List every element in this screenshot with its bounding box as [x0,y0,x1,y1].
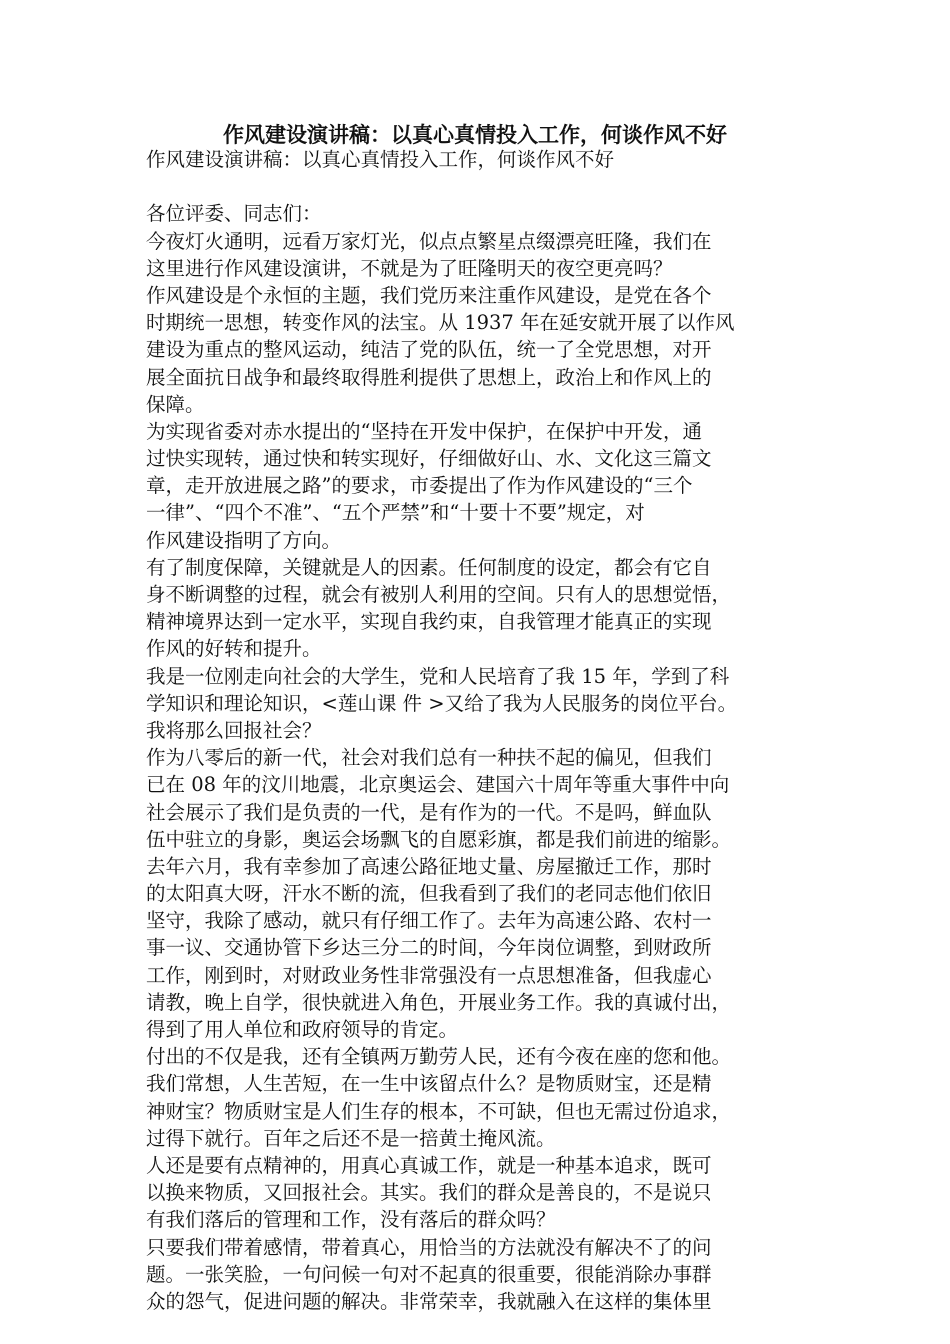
text-line: 去年六月，我有幸参加了高速公路征地丈量、房屋撤迁工作，那时 [146,854,712,878]
document-title: 作风建设演讲稿：以真心真情投入工作，何谈作风不好 [223,123,727,147]
text-line: 精神境界达到一定水平，实现自我约束，自我管理才能真正的实现 [146,610,712,634]
text-line: 人还是要有点精神的，用真心真诚工作，就是一种基本追求，既可 [146,1153,712,1177]
text-line: 这里进行作风建设演讲，不就是为了旺隆明天的夜空更亮吗？ [146,256,673,280]
text-line: 过快实现转，通过快和转实现好，仔细做好山、水、文化这三篇文 [146,447,712,471]
text-line: 我是一位刚走向社会的大学生，党和人民培育了我 15 年，学到了科 [146,664,730,688]
text-line: 题。一张笑脸，一句问候一句对不起真的很重要，很能消除办事群 [146,1262,712,1286]
text-line: 保障。 [146,392,205,416]
text-line: 作风的好转和提升。 [146,637,322,661]
document-body [146,146,806,1315]
text-line: 付出的不仅是我，还有全镇两万勤劳人民，还有今夜在座的您和他。 [146,1045,732,1069]
text-line: 作风建设演讲稿：以真心真情投入工作，何谈作风不好 [146,148,615,171]
text-line: 神财宝？物质财宝是人们生存的根本，不可缺，但也无需过份追求， [146,1099,732,1123]
text-line: 已在 08 年的汶川地震，北京奥运会、建国六十周年等重大事件中向 [146,773,730,797]
text-line: 我们常想，人生苦短，在一生中该留点什么？是物质财宝，还是精 [146,1072,712,1096]
text-line: 作风建设指明了方向。 [146,528,342,552]
text-line: 各位评委、同志们： [146,202,322,226]
text-line: 身不断调整的过程，就会有被别人利用的空间。只有人的思想觉悟， [146,583,732,606]
text-line: 事一议、交通协管下乡达三分二的时间，今年岗位调整，到财政所 [146,936,712,960]
text-line: 坚守，我除了感动，就只有仔细工作了。去年为高速公路、农村一 [146,909,712,933]
text-line: 章，走开放进展之路”的要求，市委提出了作为作风建设的“三个 [146,474,693,498]
text-line: 伍中驻立的身影，奥运会场飘飞的自愿彩旗，都是我们前进的缩影。 [146,827,732,851]
text-line: 众的怨气，促进问题的解决。非常荣幸，我就融入在这样的集体里 [146,1289,712,1313]
text-line: 建设为重点的整风运动，纯洁了党的队伍，统一了全党思想，对开 [146,338,712,362]
blank-line [146,173,806,200]
text-line: 以换来物质，又回报社会。其实。我们的群众是善良的，不是说只 [146,1181,712,1205]
text-line: 时期统一思想，转变作风的法宝。从 1937 年在延安就开展了以作风 [146,311,735,335]
text-line: 今夜灯火通明，远看万家灯光，似点点繁星点缀漂亮旺隆，我们在 [146,229,712,253]
text-line: 请教，晚上自学，很快就进入角色，开展业务工作。我的真诚付出， [146,990,732,1014]
text-line: 一律”、“四个不准”、“五个严禁”和“十要十不要”规定，对 [146,501,645,525]
text-line: 为实现省委对赤水提出的“坚持在开发中保护，在保护中开发，通 [146,419,702,443]
text-line: 社会展示了我们是负责的一代，是有作为的一代。不是吗，鲜血队 [146,800,712,824]
text-line: 有我们落后的管理和工作，没有落后的群众吗？ [146,1208,556,1232]
text-line: 得到了用人单位和政府领导的肯定。 [146,1018,459,1041]
text-line: 学知识和理论知识，<莲山课 件 >又给了我为人民服务的岗位平台。 [146,691,738,715]
text-line: 有了制度保障，关键就是人的因素。任何制度的设定，都会有它自 [146,555,712,579]
text-line: 作为八零后的新一代，社会对我们总有一种扶不起的偏见，但我们 [146,746,712,770]
text-line: 只要我们带着感情，带着真心，用恰当的方法就没有解决不了的问 [146,1235,712,1259]
text-line: 过得下就行。百年之后还不是一掊黄土掩风流。 [146,1126,556,1150]
text-line: 我将那么回报社会？ [146,718,322,742]
text-line: 工作，刚到时，对财政业务性非常强没有一点思想准备，但我虚心 [146,963,712,987]
text-line: 展全面抗日战争和最终取得胜利提供了思想上，政治上和作风上的 [146,365,712,389]
text-line: 作风建设是个永恒的主题，我们党历来注重作风建设，是党在各个 [146,283,712,307]
text-line: 的太阳真大呀，汗水不断的流，但我看到了我们的老同志他们依旧 [146,882,712,906]
